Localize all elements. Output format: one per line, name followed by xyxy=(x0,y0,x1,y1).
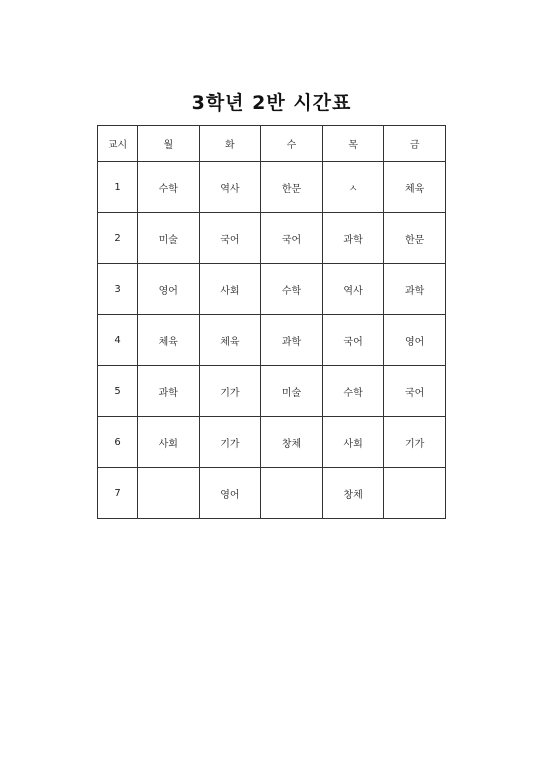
period-cell: 6 xyxy=(98,417,138,468)
subject-cell: 과학 xyxy=(384,264,446,315)
subject-cell: 국어 xyxy=(261,213,323,264)
subject-cell: 과학 xyxy=(138,366,200,417)
subject-cell: 과학 xyxy=(322,213,384,264)
header-period: 교시 xyxy=(98,126,138,162)
subject-cell: ㅅ xyxy=(322,162,384,213)
table-row xyxy=(98,315,446,366)
table-row xyxy=(98,162,446,213)
subject-cell: 체육 xyxy=(138,315,200,366)
subject-cell xyxy=(261,468,323,519)
subject-cell: 한문 xyxy=(384,213,446,264)
table-row xyxy=(98,366,446,417)
subject-cell xyxy=(138,468,200,519)
timetable xyxy=(97,125,446,519)
subject-cell: 수학 xyxy=(322,366,384,417)
subject-cell: 수학 xyxy=(261,264,323,315)
table-row xyxy=(98,468,446,519)
subject-cell: 미술 xyxy=(138,213,200,264)
page-title: 3학년 2반 시간표 xyxy=(191,92,352,114)
subject-cell: 미술 xyxy=(261,366,323,417)
table-row xyxy=(98,264,446,315)
subject-cell: 국어 xyxy=(199,213,261,264)
subject-cell: 사회 xyxy=(138,417,200,468)
subject-cell: 체육 xyxy=(384,162,446,213)
header-wed: 수 xyxy=(261,126,323,162)
subject-cell: 한문 xyxy=(261,162,323,213)
subject-cell: 수학 xyxy=(138,162,200,213)
subject-cell: 국어 xyxy=(322,315,384,366)
table-row xyxy=(98,213,446,264)
subject-cell: 창체 xyxy=(261,417,323,468)
subject-cell: 영어 xyxy=(138,264,200,315)
period-cell: 2 xyxy=(98,213,138,264)
subject-cell: 창체 xyxy=(322,468,384,519)
subject-cell: 역사 xyxy=(199,162,261,213)
period-cell: 4 xyxy=(98,315,138,366)
table-row xyxy=(98,417,446,468)
subject-cell: 사회 xyxy=(322,417,384,468)
header-mon: 월 xyxy=(138,126,200,162)
period-cell: 3 xyxy=(98,264,138,315)
period-cell: 5 xyxy=(98,366,138,417)
subject-cell: 기가 xyxy=(384,417,446,468)
header-thu: 목 xyxy=(322,126,384,162)
subject-cell: 영어 xyxy=(199,468,261,519)
subject-cell: 영어 xyxy=(384,315,446,366)
period-cell: 1 xyxy=(98,162,138,213)
subject-cell xyxy=(384,468,446,519)
header-tue: 화 xyxy=(199,126,261,162)
subject-cell: 사회 xyxy=(199,264,261,315)
subject-cell: 체육 xyxy=(199,315,261,366)
subject-cell: 역사 xyxy=(322,264,384,315)
subject-cell: 국어 xyxy=(384,366,446,417)
subject-cell: 기가 xyxy=(199,417,261,468)
subject-cell: 기가 xyxy=(199,366,261,417)
subject-cell: 과학 xyxy=(261,315,323,366)
header-fri: 금 xyxy=(384,126,446,162)
period-cell: 7 xyxy=(98,468,138,519)
header-row xyxy=(98,126,446,162)
